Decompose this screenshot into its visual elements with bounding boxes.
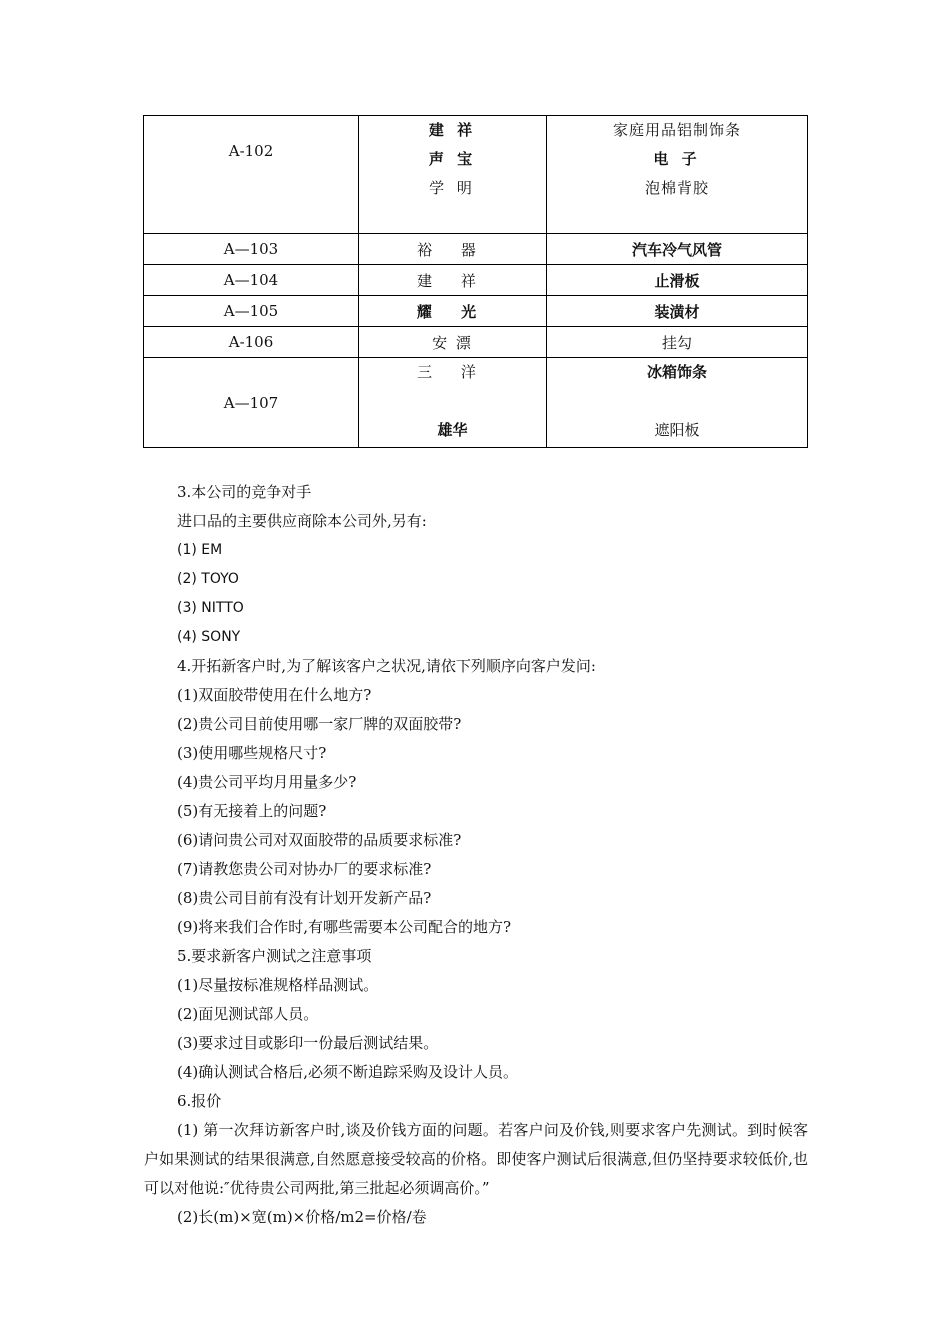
product-cell (547, 358, 808, 448)
brand-line: 声 宝 (428, 150, 477, 168)
product-line: 泡棉背胶 (644, 179, 709, 197)
brand-cell (359, 358, 547, 448)
code-cell: A—104 (144, 265, 359, 296)
list-item: (9)将来我们合作时,有哪些需要本公司配合的地方? (177, 918, 512, 936)
table-row (144, 234, 808, 265)
list-item: (3)要求过目或影印一份最后测试结果。 (177, 1034, 439, 1052)
list-item: (5)有无接着上的问题? (177, 802, 327, 820)
brand-line: 雄华 (437, 421, 468, 439)
brand-line: 学 明 (429, 179, 476, 197)
list-item: (4)贵公司平均月用量多少? (177, 773, 357, 791)
table-row (144, 116, 808, 234)
list-item: (1)双面胶带使用在什么地方? (177, 686, 372, 704)
brand-line: 建 祥 (428, 121, 477, 139)
code-cell: A—107 (144, 358, 359, 448)
code-cell: A—105 (144, 296, 359, 327)
list-item: (3) NITTO (177, 600, 244, 616)
code-cell (144, 116, 359, 234)
list-item: (1)尽量按标准规格样品测试。 (177, 976, 379, 994)
list-item: (4)确认测试合格后,必须不断追踪采购及设计人员。 (177, 1063, 519, 1081)
brand-cell: 建 祥 (359, 265, 547, 296)
paragraph: (1) 第一次拜访新客户时,谈及价钱方面的问题。若客户问及价钱,则要求客户先测试。到时候客户如果测试的结果很满意,自然愿意接受较高的价格。即使客户测试后很满意,但仍坚持要求较低价,也可以对他说:″优待贵公司两批,第三批起必须调高价。” (144, 1121, 808, 1197)
table-row (144, 327, 808, 358)
document-body (144, 478, 808, 1232)
paragraph: (2)长(m)×宽(m)×价格/m2=价格/卷 (177, 1208, 427, 1226)
code-cell: A—103 (144, 234, 359, 265)
product-cell: 汽车冷气风管 (547, 234, 808, 265)
list-item: (6)请问贵公司对双面胶带的品质要求标准? (177, 831, 462, 849)
table-row (144, 358, 808, 448)
brand-cell: 耀 光 (359, 296, 547, 327)
list-item: (2)贵公司目前使用哪一家厂牌的双面胶带? (177, 715, 462, 733)
product-line: 电 子 (653, 150, 701, 168)
brand-cell: 裕 器 (359, 234, 547, 265)
product-line: 家庭用品铝制饰条 (612, 121, 741, 139)
list-item: (7)请教您贵公司对协办厂的要求标准? (177, 860, 432, 878)
table-row (144, 296, 808, 327)
code-cell: A-106 (144, 327, 359, 358)
list-item: (2)面见测试部人员。 (177, 1005, 319, 1023)
product-cell: 止滑板 (547, 265, 808, 296)
section-heading: 6.报价 (177, 1092, 222, 1110)
product-line: 遮阳板 (654, 421, 700, 439)
product-cell: 装潢材 (547, 296, 808, 327)
product-line: 冰箱饰条 (646, 363, 707, 381)
list-item: (4) SONY (177, 629, 241, 645)
client-product-table (143, 115, 808, 448)
product-cell (547, 116, 808, 234)
table-row (144, 265, 808, 296)
code-label: A-102 (228, 142, 274, 160)
list-item: (3)使用哪些规格尺寸? (177, 744, 327, 762)
section-heading: 5.要求新客户测试之注意事项 (177, 947, 372, 965)
paragraph: 进口品的主要供应商除本公司外,另有: (177, 512, 427, 530)
list-item: (2) TOYO (177, 571, 239, 587)
brand-cell (359, 116, 547, 234)
section-heading: 4.开拓新客户时,为了解该客户之状况,请依下列顺序向客户发问: (177, 657, 596, 675)
list-item: (1) EM (177, 542, 223, 558)
section-heading: 3.本公司的竞争对手 (177, 483, 312, 501)
list-item: (8)贵公司目前有没有计划开发新产品? (177, 889, 432, 907)
brand-cell: 安 漂 (359, 327, 547, 358)
brand-line: 三 洋 (417, 363, 488, 381)
product-cell: 挂勾 (547, 327, 808, 358)
